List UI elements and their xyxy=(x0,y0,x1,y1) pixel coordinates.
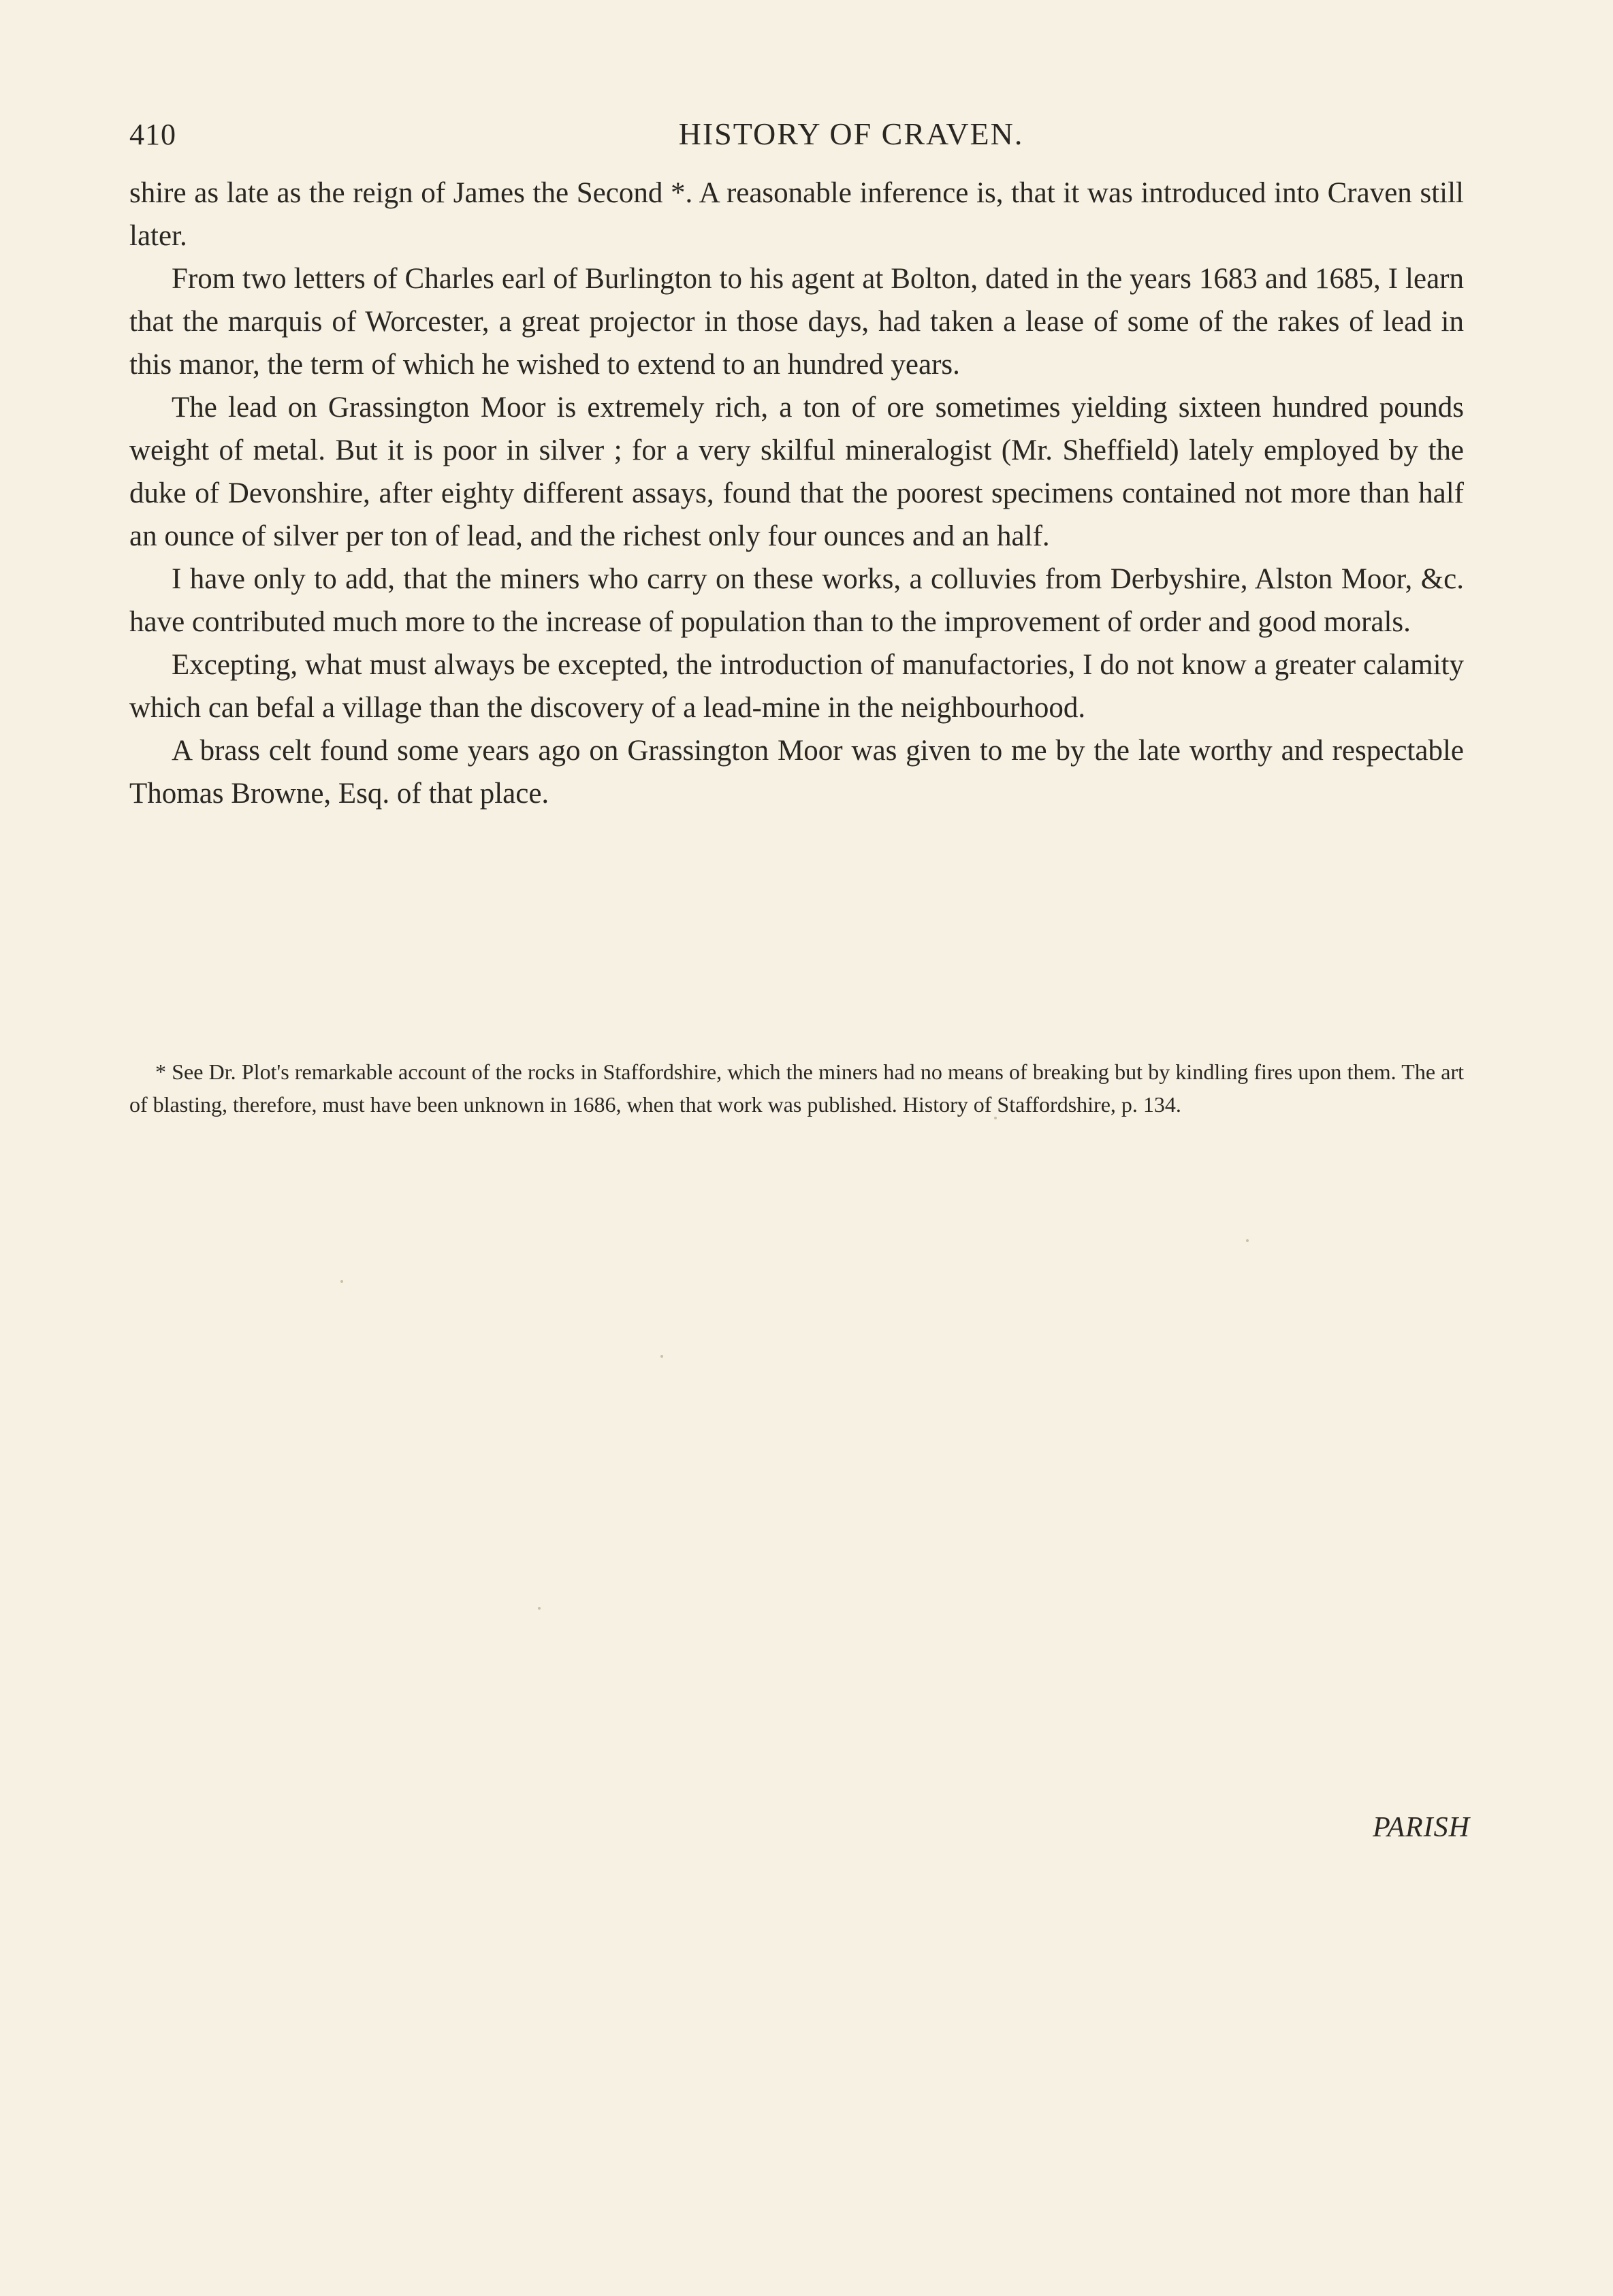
paragraph-miners: I have only to add, that the miners who carry on these works, a colluvies from Derbyshire, Alston Moor, &c. have contributed much more to the increase of population than to the improvement of order and good morals. xyxy=(129,563,1464,638)
page-number: 410 xyxy=(129,118,176,151)
paragraph-lead-mine-calamity: Excepting, what must always be excepted, the introduction of manufactories, I do not know a greater calamity which can befal a village than the discovery of a lead-mine in the neighbourhood. xyxy=(129,649,1464,724)
paragraph-brass-celt: A brass celt found some years ago on Grassington Moor was given to me by the late worthy and respectable Thomas Browne, Esq. of that place. xyxy=(129,735,1464,810)
paper-speck xyxy=(1246,1239,1249,1242)
paper-speck xyxy=(994,1117,997,1119)
paragraph-grassington-lead: The lead on Grassington Moor is extremely rich, a ton of ore sometimes yielding sixteen hundred pounds weight of metal. But it is poor in silver ; for a very skilful mineralogist (Mr. Sheffield) lately employed by the duke of Devonshire, after eighty different assays, found that the poorest specimens contained not more than half an ounce of silver per ton of lead, and the richest only four ounces and an half. xyxy=(129,392,1464,552)
body-text xyxy=(129,172,1464,815)
footnote: * See Dr. Plot's remarkable account of the rocks in Staffordshire, which the miners had no means of breaking but by kindling fires upon them. The art of blasting, therefore, must have been unknown in 1686, when that work was published. History of Staffordshire, p. 134. xyxy=(129,1059,1464,1117)
catchword: PARISH xyxy=(1373,1812,1470,1843)
paper-speck xyxy=(660,1355,663,1358)
paper-speck xyxy=(538,1607,541,1610)
paper-speck xyxy=(340,1280,343,1283)
paragraph-burlington-letters: From two letters of Charles earl of Burlington to his agent at Bolton, dated in the years 1683 and 1685, I learn that the marquis of Worcester, a great projector in those days, had taken a lease of some of the rakes of lead in this manor, the term of which he wished to extend to an hundred years. xyxy=(129,263,1464,381)
running-title: HISTORY OF CRAVEN. xyxy=(678,116,1024,151)
page-header xyxy=(129,110,1464,165)
paragraph-continuation: shire as late as the reign of James the Second *. A reasonable inference is, that it was introduced into Craven still later. xyxy=(129,177,1464,252)
